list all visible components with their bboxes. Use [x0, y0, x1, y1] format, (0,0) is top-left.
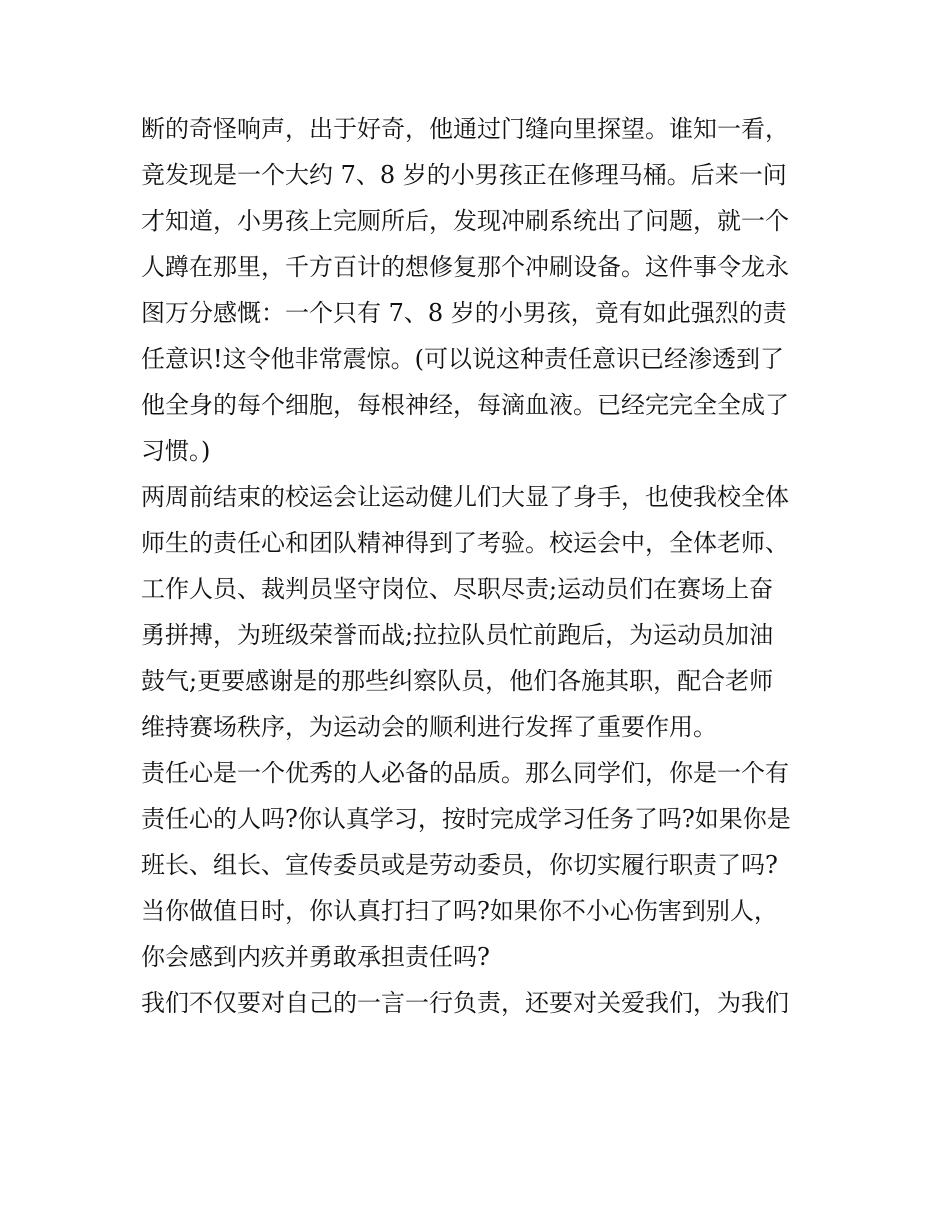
text-line-18: 当你做值日时，你认真打扫了吗?如果你不小心伤害到别人， — [141, 897, 778, 925]
text-line-6: 任意识!这令他非常震惊。(可以说这种责任意识已经渗透到了 — [141, 345, 785, 373]
text-line-10: 师生的责任心和团队精神得到了考验。校运会中，全体老师、 — [141, 529, 789, 557]
text-line-19: 你会感到内疚并勇敢承担责任吗? — [141, 943, 490, 971]
body-text — [141, 106, 821, 1026]
text-line-12: 勇拼搏，为班级荣誉而战;拉拉队员忙前跑后，为运动员加油 — [141, 621, 774, 649]
text-line-15: 责任心是一个优秀的人必备的品质。那么同学们，你是一个有 — [141, 759, 789, 787]
text-line-4: 人蹲在那里，千方百计的想修复那个冲刷设备。这件事令龙永 — [141, 253, 789, 281]
text-line-17: 班长、组长、宣传委员或是劳动委员，你切实履行职责了吗? — [141, 851, 778, 879]
text-line-5: 图万分感慨：一个只有 7、8 岁的小男孩，竟有如此强烈的责 — [141, 299, 787, 327]
text-line-1: 断的奇怪响声，出于好奇，他通过门缝向里探望。谁知一看， — [141, 115, 789, 143]
text-line-9: 两周前结束的校运会让运动健儿们大显了身手，也使我校全体 — [141, 483, 789, 511]
text-line-8: 习惯。) — [141, 437, 211, 465]
text-line-7: 他全身的每个细胞，每根神经，每滴血液。已经完完全全成了 — [141, 391, 789, 419]
text-line-11: 工作人员、裁判员坚守岗位、尽职尽责;运动员们在赛场上奋 — [141, 575, 774, 603]
text-line-3: 才知道，小男孩上完厕所后，发现冲刷系统出了问题，就一个 — [141, 207, 789, 235]
text-line-20: 我们不仅要对自己的一言一行负责，还要对关爱我们，为我们 — [141, 989, 789, 1017]
text-line-14: 维持赛场秩序，为运动会的顺利进行发挥了重要作用。 — [141, 713, 717, 741]
text-line-2: 竟发现是一个大约 7、8 岁的小男孩正在修理马桶。后来一问 — [141, 161, 787, 189]
text-line-16: 责任心的人吗?你认真学习，按时完成学习任务了吗?如果你是 — [141, 805, 791, 833]
text-line-13: 鼓气;更要感谢是的那些纠察队员，他们各施其职，配合老师 — [141, 667, 774, 695]
